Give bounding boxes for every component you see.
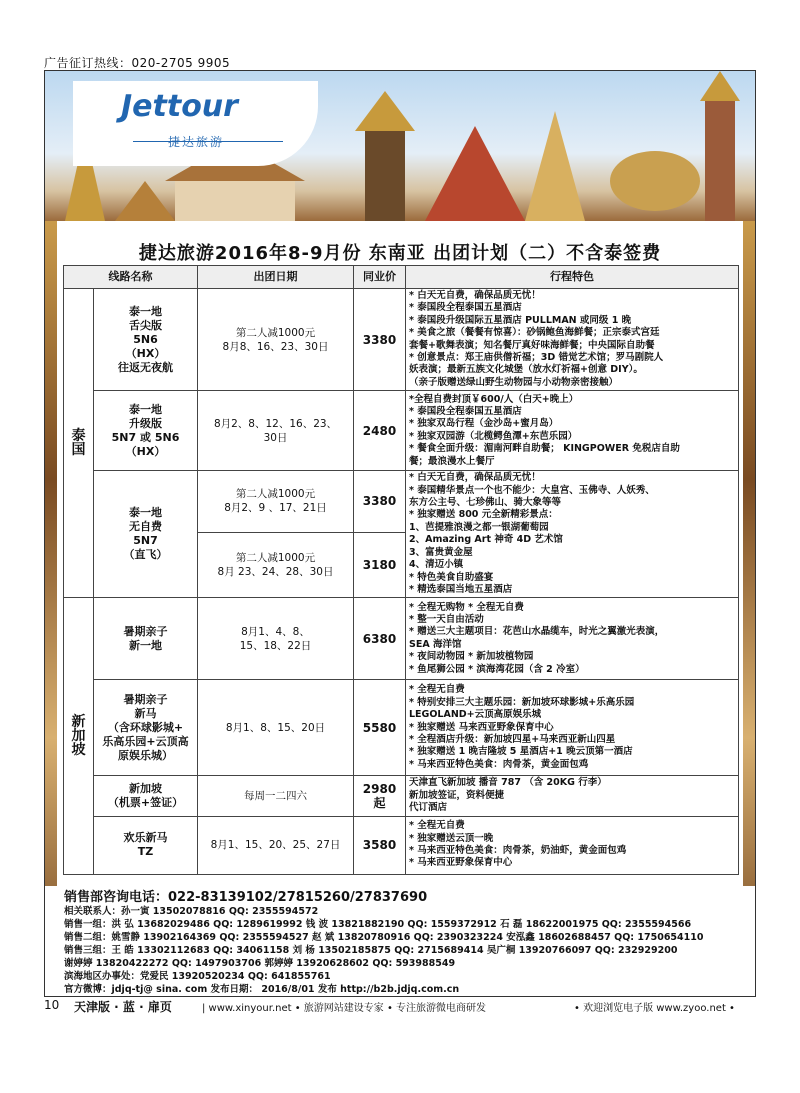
col-route: 线路名称 xyxy=(64,266,198,289)
logo-brand: Jettour xyxy=(121,89,238,124)
col-price: 同业价 xyxy=(354,266,406,289)
tour-table xyxy=(63,265,739,875)
region-singapore: 新 加 坡 xyxy=(64,598,94,874)
region-thailand: 泰 国 xyxy=(64,289,94,598)
table-row: 暑期亲子 新马 （含环球影城+ 乐高乐园+云顶高 原娱乐城） 8月1、8、15、20日 5580 * 全程无自费 * 特别安排三大主题乐园：新加坡环球影城+乐高乐园 LEGOLAND+云顶高原娱乐城 * 独家赠送 马来西亚野象保育中心 * 全程酒店升级：新加坡四星+马来西亚新山四星 * 独家赠送 1 晚吉隆坡 5 星酒店+1 晚云顶第一酒店 * 马来西亚特色美食：肉骨茶，黄金面包鸡 xyxy=(64,680,739,776)
footer-left: | www.xinyour.net • 旅游网站建设专家 • 专注旅游微电商研发 xyxy=(202,1003,487,1014)
banner-image xyxy=(45,71,755,221)
page-title: 捷达旅游2016年8-9月份 东南亚 出团计划（二）不含泰签费 xyxy=(138,243,662,264)
table-row: 泰 国 泰一地 舌尖版 5N6 （HX） 往返无夜航 第二人减1000元 8月8、16、23、30日 3380 * 白天无自费，确保品质无忧！ * 泰国段全程泰国五星酒店 * 泰国段升级国际五星酒店 PULLMAN 或同级 1 晚 * 美食之旅（餐餐有惊喜）：砂锅鲍鱼海鲜餐；正宗泰式宫廷 套餐+歌舞表演；知名餐厅真好味海鲜餐；中央国际自助餐 * 创意景点：郑王庙供僧祈福；3D 错觉艺术馆；罗马剧院人 妖表演；最新五族文化城堡（放水灯祈福+创意 DIY）。 （亲子版赠送绿山野生动物园与小动物亲密接触） xyxy=(64,289,739,391)
ad-hotline: 广告征订热线：020-2705 9905 xyxy=(44,56,231,70)
table-row: 第二人减1000元 8月 23、24、28、30日 3180 xyxy=(64,532,739,598)
table-header xyxy=(64,266,739,289)
jettour-logo xyxy=(73,81,318,166)
table-row: 欢乐新马 TZ 8月1、15、20、25、27日 3580 * 全程无自费 * 独家赠送云顶一晚 * 马来西亚特色美食：肉骨茶，奶油虾，黄金面包鸡 * 马来西亚野象保育中心 xyxy=(64,816,739,874)
sales-contacts: 销售部咨询电话：022-83139102/27815260/27837690 相关联系人：孙一寅 13502078816 QQ: 2355594572 销售一组：洪 弘 13682029486 QQ: 1289619992 钱 波 13821882190 QQ: 1559372912 石 磊 18622001975 QQ: 2355594566 销售二组：姚雪静 13902164369 QQ: 2355594527 赵 斌 13820780916 QQ: 2390323224 安泓鑫 18602688457 QQ: 1750654110 销售三组：王 皓 13302112683 QQ: 34061158 刘 杨 13502185875 QQ: 2715689414 吴广桐 13920766097 QQ: 232929200 谢婷婷 13820422272 QQ: 1497903706 郭婷婷 13920628602 QQ: 593988549 滨海地区办事处：党爱民 13920520234 QQ: 641855761 官方微博：jdjq-tj@ sina. com 发布日期： 2016/8/01 发布 http://b2b.jdjq.com.cn xyxy=(44,886,756,996)
page-number: 10 xyxy=(44,998,60,1012)
features: * 白天无自费，确保品质无忧！ * 泰国段全程泰国五星酒店 * 泰国段升级国际五星酒店 PULLMAN 或同级 1 晚 * 美食之旅（餐餐有惊喜）：砂锅鲍鱼海鲜餐；正宗泰式宫廷 套餐+歌舞表演；知名餐厅真好味海鲜餐；中央国际自助餐 * 创意景点：郑王庙供僧祈福；3D 错觉艺术馆；罗马剧院人 妖表演；最新五族文化城堡（放水灯祈福+创意 DIY）。 （亲子版赠送绿山野生动物园与小动物亲密接触） xyxy=(406,289,739,391)
col-dates: 出团日期 xyxy=(198,266,354,289)
col-features: 行程特色 xyxy=(406,266,739,289)
features: * 白天无自费，确保品质无忧！ * 泰国精华景点一个也不能少：大皇宫、玉佛寺、人妖秀、 东方公主号、七珍佛山、骑大象等等 * 独家赠送 800 元全新精彩景点： 1、芭提雅浪漫之都一银湖葡萄园 2、Amazing Art 神奇 4D 艺术馆 3、富贵黄金屋 4、清迈小镇 * 特色美食自助盛宴 * 精选泰国当地五星酒店 xyxy=(406,471,739,598)
page-frame xyxy=(44,70,756,997)
features: * 全程无购物 * 全程无自费 * 整一天自由活动 * 赠送三大主题项目：花芭山水晶缆车，时光之翼激光表演， SEA 海洋馆 * 夜间动物园 * 新加坡植物园 * 鱼尾狮公园 * 滨海湾花园（含 2 冷室） xyxy=(406,598,739,680)
table-row: 泰一地 无自费 5N7 （直飞） 第二人减1000元 8月2、9 、17、21日 3380 * 白天无自费，确保品质无忧！ * 泰国精华景点一个也不能少：大皇宫、玉佛寺、人妖秀、 东方公主号、七珍佛山、骑大象等等 * 独家赠送 800 元全新精彩景点： 1、芭提雅浪漫之都一银湖葡萄园 2、Amazing Art 神奇 4D 艺术馆 3、富贵黄金屋 4、清迈小镇 * 特色美食自助盛宴 * 精选泰国当地五星酒店 xyxy=(64,471,739,532)
features: * 全程无自费 * 特别安排三大主题乐园：新加坡环球影城+乐高乐园 LEGOLAND+云顶高原娱乐城 * 独家赠送 马来西亚野象保育中心 * 全程酒店升级：新加坡四星+马来西亚新山四星 * 独家赠送 1 晚吉隆坡 5 星酒店+1 晚云顶第一酒店 * 马来西亚特色美食：肉骨茶，黄金面包鸡 xyxy=(406,680,739,776)
logo-subtitle: 捷达旅游 xyxy=(168,135,225,149)
features: 天津直飞新加坡 播音 787 （含 20KG 行李） 新加坡签证，资料便捷 代订酒店 xyxy=(406,776,739,816)
table-row: 新加坡 （机票+签证） 每周一二四六 2980 起 天津直飞新加坡 播音 787 （含 20KG 行李） 新加坡签证，资料便捷 代订酒店 xyxy=(64,776,739,816)
table-row: 新 加 坡 暑期亲子 新一地 8月1、4、8、 15、18、22日 6380 * 全程无购物 * 全程无自费 * 整一天自由活动 * 赠送三大主题项目：花芭山水晶缆车，时光之翼激光表演， SEA 海洋馆 * 夜间动物园 * 新加坡植物园 * 鱼尾狮公园 * 滨海湾花园（含 2 冷室） xyxy=(64,598,739,680)
table-row: 泰一地 升级版 5N7 或 5N6 （HX） 8月2、8、12、16、23、 30日 2480 *全程自费封顶￥600/人（白天+晚上） * 泰国段全程泰国五星酒店 * 独家双岛行程（金沙岛+蜜月岛） * 独家双园游（北榄鳄鱼潭+东芭乐园） * 餐食全面升级：湄南河畔自助餐； KINGPOWER 免税店自助 餐；最浪漫水上餐厅 xyxy=(64,391,739,471)
features: *全程自费封顶￥600/人（白天+晚上） * 泰国段全程泰国五星酒店 * 独家双岛行程（金沙岛+蜜月岛） * 独家双园游（北榄鳄鱼潭+东芭乐园） * 餐食全面升级：湄南河畔自助餐； KINGPOWER 免税店自助 餐；最浪漫水上餐厅 xyxy=(406,391,739,471)
edition-label: 天津版 · 蓝 · 扉页 xyxy=(74,1000,172,1014)
features: * 全程无自费 * 独家赠送云顶一晚 * 马来西亚特色美食：肉骨茶，奶油虾，黄金面包鸡 * 马来西亚野象保育中心 xyxy=(406,816,739,874)
sales-tel: 销售部咨询电话：022-83139102/27815260/27837690 xyxy=(64,890,428,905)
footer-right: • 欢迎浏览电子版 www.zyoo.net • xyxy=(574,1003,735,1014)
